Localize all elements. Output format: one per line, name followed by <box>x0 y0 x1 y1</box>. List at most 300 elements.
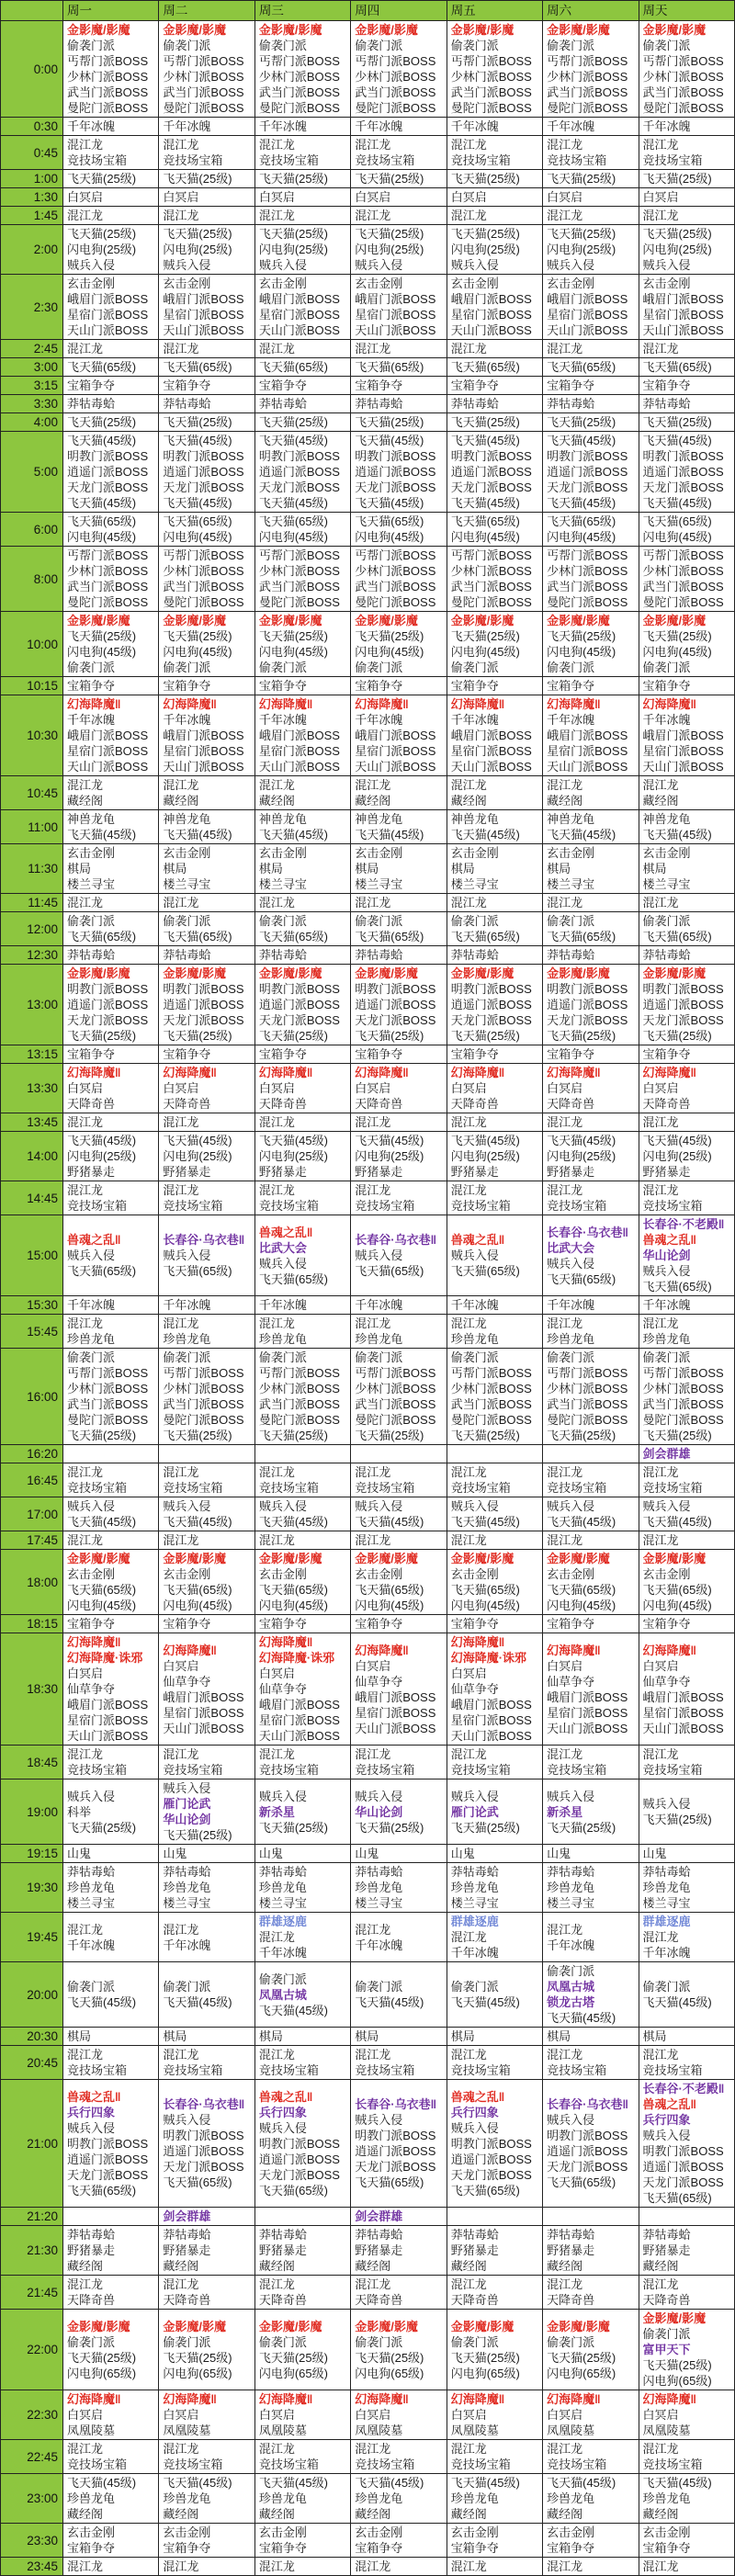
event-label: 混江龙 <box>355 1922 391 1937</box>
event-label: 天降奇兽 <box>67 1097 116 1111</box>
event-label: 逍遥门派BOSS <box>450 998 532 1011</box>
event-label: 飞天猫(65级) <box>450 514 520 528</box>
schedule-cell <box>254 275 350 340</box>
event-label: 竞技场宝箱 <box>642 2063 703 2077</box>
schedule-cell <box>351 1845 447 1863</box>
event-label: 竞技场宝箱 <box>258 1763 319 1777</box>
event-label: 棋局 <box>355 862 379 876</box>
schedule-cell <box>63 1913 159 1962</box>
event-label: 玄击金刚 <box>642 277 691 290</box>
event-label: 飞天猫(45级) <box>67 828 137 842</box>
event-label: 飞天猫(65级) <box>547 360 616 374</box>
schedule-cell <box>543 170 639 188</box>
schedule-cell <box>447 2046 542 2080</box>
event-label: 飞天猫(65级) <box>450 1583 520 1597</box>
event-label: 混江龙 <box>163 2442 199 2456</box>
event-label: 逍遥门派BOSS <box>547 998 628 1011</box>
event-label: 偷袭门派 <box>163 1980 211 1994</box>
event-label: 天山门派BOSS <box>547 760 628 774</box>
schedule-cell <box>351 432 447 513</box>
event-label: 飞天猫(25级) <box>67 415 137 429</box>
event-label: 贼兵入侵 <box>163 258 211 272</box>
event-label: 野猪暴走 <box>355 1165 403 1179</box>
event-label: 混江龙 <box>450 896 487 910</box>
event-label: 幻海降魔‖ <box>450 697 505 711</box>
table-row <box>1 1296 735 1315</box>
event-label: 丐帮门派BOSS <box>642 548 724 562</box>
time-label: 11:00 <box>1 810 63 844</box>
event-label: 宝箱争夺 <box>355 679 403 693</box>
event-label: 白冥启 <box>67 2408 104 2422</box>
event-label: 偷袭门派 <box>67 1350 116 1364</box>
event-label: 星宿门派BOSS <box>258 744 340 758</box>
event-label: 宝箱争夺 <box>163 679 211 693</box>
event-label: 珍兽龙龟 <box>547 2491 595 2505</box>
event-label: 棋局 <box>258 2029 283 2043</box>
schedule-cell <box>639 1445 734 1463</box>
event-label: 混江龙 <box>642 2048 679 2062</box>
schedule-cell <box>447 136 542 170</box>
event-label: 莽牯毒蛤 <box>355 2228 403 2242</box>
event-label: 天山门派BOSS <box>163 323 244 337</box>
event-label: 天龙门派BOSS <box>547 2160 628 2174</box>
event-label: 混江龙 <box>642 2277 679 2291</box>
event-label: 白冥启 <box>258 1081 295 1095</box>
schedule-cell <box>447 1962 542 2028</box>
schedule-cell <box>639 340 734 358</box>
event-label: 山鬼 <box>547 1847 571 1860</box>
event-label: 贼兵入侵 <box>258 1256 307 1271</box>
event-label: 飞天猫(45级) <box>547 434 616 447</box>
event-label: 贼兵入侵 <box>355 1248 403 1262</box>
event-label: 贼兵入侵 <box>355 258 403 272</box>
time-label: 15:30 <box>1 1296 63 1315</box>
event-label: 飞天猫(65级) <box>642 930 712 943</box>
event-label: 武当门派BOSS <box>258 1397 340 1411</box>
event-label: 混江龙 <box>547 342 583 356</box>
table-row <box>1 1132 735 1181</box>
event-label: 闪电狗(45级) <box>67 645 137 659</box>
schedule-cell <box>351 695 447 776</box>
day-header-5: 周五 <box>447 1 542 21</box>
event-label: 天降奇兽 <box>547 1097 595 1111</box>
schedule-cell <box>254 1045 350 1064</box>
schedule-cell <box>159 2310 254 2390</box>
event-label: 少林门派BOSS <box>163 564 244 578</box>
schedule-cell <box>159 2208 254 2226</box>
event-label: 混江龙 <box>642 342 679 356</box>
event-label: 白冥启 <box>67 1666 104 1680</box>
event-label: 武当门派BOSS <box>258 580 340 593</box>
event-label: 千年冰魄 <box>67 713 116 727</box>
event-label: 星宿门派BOSS <box>450 1713 532 1727</box>
event-label: 宝箱争夺 <box>258 1617 307 1631</box>
event-label: 幻海降魔‖ <box>67 1635 121 1649</box>
event-label: 千年冰魄 <box>450 1946 499 1960</box>
event-label: 玄击金刚 <box>67 2525 116 2539</box>
event-label: 竞技场宝箱 <box>163 1481 223 1495</box>
event-label: 贼兵入侵 <box>355 2113 403 2127</box>
schedule-cell <box>639 2226 734 2276</box>
event-label: 贼兵入侵 <box>547 2113 595 2127</box>
schedule-cell <box>63 207 159 225</box>
event-label: 金影魔/影魔 <box>258 966 322 980</box>
event-label: 珍兽龙龟 <box>547 1332 595 1346</box>
event-label: 长春谷·乌衣巷‖ <box>355 2097 437 2111</box>
schedule-cell <box>351 395 447 413</box>
event-label: 野猪暴走 <box>450 2243 499 2257</box>
event-label: 丐帮门派BOSS <box>67 1366 149 1380</box>
time-label: 10:00 <box>1 612 63 677</box>
table-row <box>1 2080 735 2208</box>
event-label: 混江龙 <box>642 1747 679 1761</box>
event-label: 偷袭门派 <box>450 914 499 928</box>
event-label: 金影魔/影魔 <box>163 966 227 980</box>
event-label: 玄击金刚 <box>642 2525 691 2539</box>
table-row <box>1 810 735 844</box>
schedule-cell <box>351 1913 447 1962</box>
schedule-cell <box>159 1181 254 1215</box>
event-label: 武当门派BOSS <box>67 1397 149 1411</box>
event-label: 闪电狗(65级) <box>67 2366 137 2380</box>
event-label: 逍遥门派BOSS <box>355 2144 436 2158</box>
event-label: 混江龙 <box>642 1533 679 1547</box>
event-label: 飞天猫(25级) <box>547 2350 616 2365</box>
event-label: 飞天猫(25级) <box>355 2350 424 2365</box>
event-label: 飞天猫(25级) <box>258 629 328 643</box>
schedule-cell <box>639 1215 734 1296</box>
event-label: 富甲天下 <box>642 2343 691 2356</box>
event-label: 混江龙 <box>355 342 391 356</box>
schedule-cell <box>351 188 447 207</box>
table-row <box>1 844 735 894</box>
time-label: 1:30 <box>1 188 63 207</box>
event-label: 少林门派BOSS <box>258 1382 340 1395</box>
event-label: 珍兽龙龟 <box>355 1881 403 1894</box>
event-label: 宝箱争夺 <box>547 679 595 693</box>
schedule-cell <box>447 395 542 413</box>
event-label: 天降奇兽 <box>163 2293 211 2307</box>
schedule-cell <box>543 1913 639 1962</box>
event-label: 宝箱争夺 <box>258 1047 307 1061</box>
schedule-cell <box>159 1497 254 1531</box>
schedule-cell <box>447 677 542 695</box>
event-label: 丐帮门派BOSS <box>258 548 340 562</box>
event-label: 飞天猫(25级) <box>258 1429 328 1442</box>
schedule-cell <box>639 275 734 340</box>
schedule-cell <box>351 965 447 1045</box>
schedule-cell <box>543 776 639 810</box>
schedule-cell <box>63 136 159 170</box>
event-label: 幻海降魔‖ <box>450 1635 505 1649</box>
event-label: 丐帮门派BOSS <box>67 548 149 562</box>
event-label: 混江龙 <box>642 209 679 222</box>
schedule-cell <box>351 1296 447 1315</box>
event-label: 飞天猫(65级) <box>67 360 137 374</box>
table-row <box>1 2276 735 2310</box>
event-label: 混江龙 <box>163 1922 199 1937</box>
event-label: 混江龙 <box>355 896 391 910</box>
event-label: 混江龙 <box>450 138 487 152</box>
event-label: 闪电狗(45级) <box>163 530 232 544</box>
event-label: 飞天猫(25级) <box>642 1029 712 1043</box>
event-label: 曼陀门派BOSS <box>547 595 628 609</box>
event-label: 武当门派BOSS <box>163 580 244 593</box>
event-label: 混江龙 <box>258 138 295 152</box>
event-label: 珍兽龙龟 <box>642 1881 691 1894</box>
time-label: 2:00 <box>1 225 63 275</box>
event-label: 星宿门派BOSS <box>547 744 628 758</box>
schedule-cell <box>159 2558 254 2576</box>
event-label: 闪电狗(45级) <box>67 1599 137 1612</box>
event-label: 混江龙 <box>67 1115 104 1129</box>
schedule-cell <box>254 2046 350 2080</box>
event-label: 混江龙 <box>642 1316 679 1330</box>
event-label: 幻海降魔‖ <box>547 2392 601 2406</box>
event-label: 莽牯毒蛤 <box>258 1865 307 1879</box>
event-label: 天降奇兽 <box>642 2293 691 2307</box>
event-label: 藏经阁 <box>450 2507 487 2521</box>
event-label: 混江龙 <box>450 1183 487 1197</box>
event-label: 幻海降魔‖ <box>355 1643 409 1657</box>
event-label: 藏经阁 <box>163 2259 199 2273</box>
event-label: 天降奇兽 <box>642 1097 691 1111</box>
event-label: 宝箱争夺 <box>355 2541 403 2555</box>
schedule-cell <box>63 844 159 894</box>
schedule-cell <box>351 2028 447 2046</box>
event-label: 金影魔/影魔 <box>642 1552 707 1565</box>
event-label: 楼兰寻宝 <box>355 877 403 891</box>
event-label: 莽牯毒蛤 <box>67 1865 116 1879</box>
schedule-cell <box>351 1463 447 1497</box>
schedule-cell <box>447 275 542 340</box>
event-label: 少林门派BOSS <box>547 70 628 84</box>
schedule-cell <box>254 225 350 275</box>
event-label: 峨眉门派BOSS <box>258 1698 340 1712</box>
event-label: 白冥启 <box>642 1658 679 1673</box>
event-label: 珍兽龙龟 <box>642 2491 691 2505</box>
event-label: 少林门派BOSS <box>258 564 340 578</box>
event-label: 少林门派BOSS <box>450 1382 532 1395</box>
event-label: 凤凰古城 <box>547 1980 595 1994</box>
time-label: 19:45 <box>1 1913 63 1962</box>
event-label: 明教门派BOSS <box>67 449 149 463</box>
event-label: 峨眉门派BOSS <box>547 292 628 306</box>
event-label: 飞天猫(45级) <box>258 434 328 447</box>
event-label: 混江龙 <box>642 1183 679 1197</box>
schedule-cell <box>351 413 447 432</box>
table-row <box>1 413 735 432</box>
schedule-cell <box>63 1779 159 1845</box>
event-label: 丐帮门派BOSS <box>355 1366 436 1380</box>
event-label: 明教门派BOSS <box>450 2136 532 2151</box>
event-label: 野猪暴走 <box>642 1165 691 1179</box>
event-label: 闪电狗(65级) <box>258 2366 328 2380</box>
event-label: 金影魔/影魔 <box>547 23 610 37</box>
event-label: 逍遥门派BOSS <box>642 465 724 479</box>
event-label: 飞天猫(45级) <box>642 828 712 842</box>
event-label: 混江龙 <box>355 138 391 152</box>
schedule-cell <box>543 1779 639 1845</box>
event-label: 兽魂之乱‖ <box>450 2089 505 2104</box>
schedule-cell <box>639 695 734 776</box>
time-label: 16:20 <box>1 1445 63 1463</box>
schedule-cell <box>63 547 159 612</box>
schedule-cell <box>447 1181 542 1215</box>
schedule-cell <box>447 1863 542 1913</box>
event-label: 混江龙 <box>450 1115 487 1129</box>
event-label: 混江龙 <box>355 1465 391 1479</box>
schedule-cell <box>159 432 254 513</box>
event-label: 飞天猫(65级) <box>355 360 424 374</box>
schedule-cell <box>447 1315 542 1349</box>
schedule-cell <box>254 118 350 136</box>
event-label: 飞天猫(45级) <box>67 496 137 510</box>
event-label: 藏经阁 <box>450 2259 487 2273</box>
event-label: 幻海降魔‖ <box>258 1066 313 1079</box>
event-label: 楼兰寻宝 <box>67 877 116 891</box>
schedule-cell <box>543 612 639 677</box>
schedule-cell <box>159 1296 254 1315</box>
schedule-cell <box>447 1045 542 1064</box>
event-label: 宝箱争夺 <box>450 1617 499 1631</box>
schedule-cell <box>159 677 254 695</box>
event-label: 棋局 <box>450 862 475 876</box>
schedule-cell <box>159 275 254 340</box>
event-label: 混江龙 <box>547 2048 583 2062</box>
event-label: 飞天猫(25级) <box>547 227 616 241</box>
event-label: 飞天猫(25级) <box>258 2350 328 2365</box>
event-label: 仙草争夺 <box>67 1682 116 1696</box>
schedule-cell <box>639 188 734 207</box>
event-label: 珍兽龙龟 <box>163 1332 211 1346</box>
schedule-cell <box>639 844 734 894</box>
event-label: 飞天猫(45级) <box>163 1995 232 2009</box>
event-label: 偷袭门派 <box>163 914 211 928</box>
time-label: 8:00 <box>1 547 63 612</box>
schedule-cell <box>639 2208 734 2226</box>
event-label: 千年冰魄 <box>163 119 211 133</box>
schedule-cell <box>63 2390 159 2440</box>
schedule-cell <box>639 1913 734 1962</box>
schedule-cell <box>63 377 159 395</box>
event-label: 金影魔/影魔 <box>642 23 707 37</box>
schedule-cell <box>254 340 350 358</box>
event-label: 棋局 <box>547 2029 571 2043</box>
event-label: 兽魂之乱‖ <box>642 2097 696 2111</box>
schedule-cell <box>639 377 734 395</box>
event-label: 金影魔/影魔 <box>163 614 227 627</box>
schedule-cell <box>159 2440 254 2474</box>
event-label: 飞天猫(25级) <box>355 1429 424 1442</box>
schedule-cell <box>543 677 639 695</box>
schedule-cell <box>159 2226 254 2276</box>
schedule-cell <box>639 1463 734 1497</box>
event-label: 偷袭门派 <box>355 39 403 52</box>
table-row <box>1 1779 735 1845</box>
event-label: 混江龙 <box>450 209 487 222</box>
event-label: 飞天猫(65级) <box>258 1583 328 1597</box>
event-label: 混江龙 <box>163 2048 199 2062</box>
schedule-cell <box>254 2310 350 2390</box>
event-label: 棋局 <box>67 2029 92 2043</box>
schedule-cell <box>159 894 254 912</box>
schedule-cell <box>159 1445 254 1463</box>
schedule-cell <box>543 1845 639 1863</box>
event-label: 混江龙 <box>258 342 295 356</box>
event-label: 天山门派BOSS <box>258 760 340 774</box>
schedule-cell <box>351 513 447 547</box>
schedule-cell <box>351 2226 447 2276</box>
event-label: 星宿门派BOSS <box>355 308 436 322</box>
event-label: 曼陀门派BOSS <box>450 595 532 609</box>
event-label: 藏经阁 <box>355 794 391 808</box>
event-label: 偷袭门派 <box>547 914 595 928</box>
schedule-cell <box>543 2474 639 2524</box>
schedule-cell <box>63 2080 159 2208</box>
event-label: 明教门派BOSS <box>258 982 340 996</box>
schedule-cell <box>639 358 734 377</box>
event-label: 仙草争夺 <box>450 1682 499 1696</box>
event-label: 幻海降魔‖ <box>642 2392 696 2406</box>
event-label: 千年冰魄 <box>547 1938 595 1952</box>
event-label: 少林门派BOSS <box>258 70 340 84</box>
event-label: 混江龙 <box>258 1316 295 1330</box>
event-label: 宝箱争夺 <box>67 378 116 392</box>
event-label: 飞天猫(25级) <box>258 415 328 429</box>
event-label: 逍遥门派BOSS <box>642 998 724 1011</box>
schedule-cell <box>447 432 542 513</box>
day-header-1: 周一 <box>63 1 159 21</box>
schedule-cell <box>159 136 254 170</box>
schedule-cell <box>639 1045 734 1064</box>
event-label: 宝箱争夺 <box>450 378 499 392</box>
schedule-cell <box>351 2440 447 2474</box>
schedule-cell <box>351 894 447 912</box>
schedule-cell <box>159 340 254 358</box>
event-label: 混江龙 <box>355 2277 391 2291</box>
event-label: 千年冰魄 <box>355 119 403 133</box>
event-label: 金影魔/影魔 <box>450 966 514 980</box>
event-label: 珍兽龙龟 <box>67 2491 116 2505</box>
event-label: 金影魔/影魔 <box>450 614 514 627</box>
event-label: 贼兵入侵 <box>547 258 595 272</box>
schedule-cell <box>351 1746 447 1779</box>
event-label: 逍遥门派BOSS <box>163 2144 244 2158</box>
time-label: 13:15 <box>1 1045 63 1064</box>
event-label: 闪电狗(45级) <box>355 1599 424 1612</box>
schedule-cell <box>351 776 447 810</box>
event-label: 闪电狗(25级) <box>163 1149 232 1163</box>
event-label: 玄击金刚 <box>450 846 499 860</box>
event-label: 竞技场宝箱 <box>67 153 128 167</box>
event-label: 丐帮门派BOSS <box>450 54 532 68</box>
schedule-cell <box>351 677 447 695</box>
event-label: 莽牯毒蛤 <box>642 397 691 411</box>
day-header-6: 周六 <box>543 1 639 21</box>
table-row <box>1 225 735 275</box>
event-label: 飞天猫(45级) <box>355 1995 424 2009</box>
event-label: 混江龙 <box>547 1115 583 1129</box>
time-label: 2:30 <box>1 275 63 340</box>
schedule-cell <box>639 2474 734 2524</box>
event-label: 曼陀门派BOSS <box>258 101 340 115</box>
event-label: 白冥启 <box>642 190 679 204</box>
event-label: 闪电狗(45级) <box>258 1599 328 1612</box>
event-label: 仙草争夺 <box>258 1682 307 1696</box>
time-label: 3:15 <box>1 377 63 395</box>
schedule-cell <box>254 207 350 225</box>
